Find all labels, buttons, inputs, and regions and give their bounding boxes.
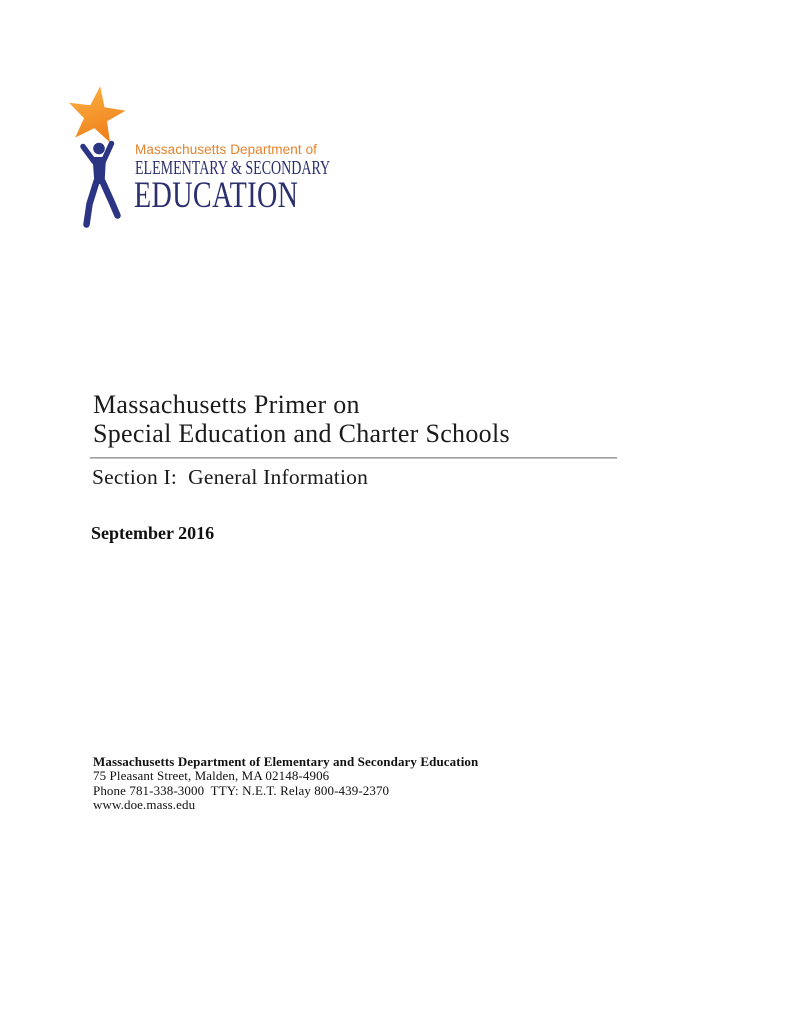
logo-level-line: ELEMENTARY & SECONDARY xyxy=(135,157,331,179)
publication-date: September 2016 xyxy=(91,523,215,543)
star-icon xyxy=(69,86,126,142)
person-left-leg xyxy=(87,182,97,225)
person-left-arm xyxy=(83,147,94,162)
title-line-1: Massachusetts Primer on xyxy=(93,390,360,419)
footer-org-name: Massachusetts Department of Elementary and Secondary Education xyxy=(93,754,479,769)
person-head xyxy=(93,143,105,155)
footer-website: www.doe.mass.edu xyxy=(93,796,196,812)
doe-logo xyxy=(60,85,400,240)
logo-education-line: EDUCATION xyxy=(134,175,299,216)
section-heading: Section I: General Information xyxy=(92,465,369,489)
person-right-leg xyxy=(103,182,118,216)
person-icon xyxy=(83,143,118,225)
title-line-2: Special Education and Charter Schools xyxy=(93,418,510,448)
document-title xyxy=(93,391,510,448)
footer-phone-line: Phone 781-338-3000 TTY: N.E.T. Relay 800-439-2370 xyxy=(93,782,390,798)
title-divider xyxy=(90,457,617,459)
footer-street-address: 75 Pleasant Street, Malden, MA 02148-4906 xyxy=(93,768,330,784)
logo-figure-graphic xyxy=(60,85,135,230)
logo-department-line: Massachusetts Department of xyxy=(135,142,318,157)
footer-address-block xyxy=(93,755,478,812)
person-right-arm xyxy=(104,144,112,162)
